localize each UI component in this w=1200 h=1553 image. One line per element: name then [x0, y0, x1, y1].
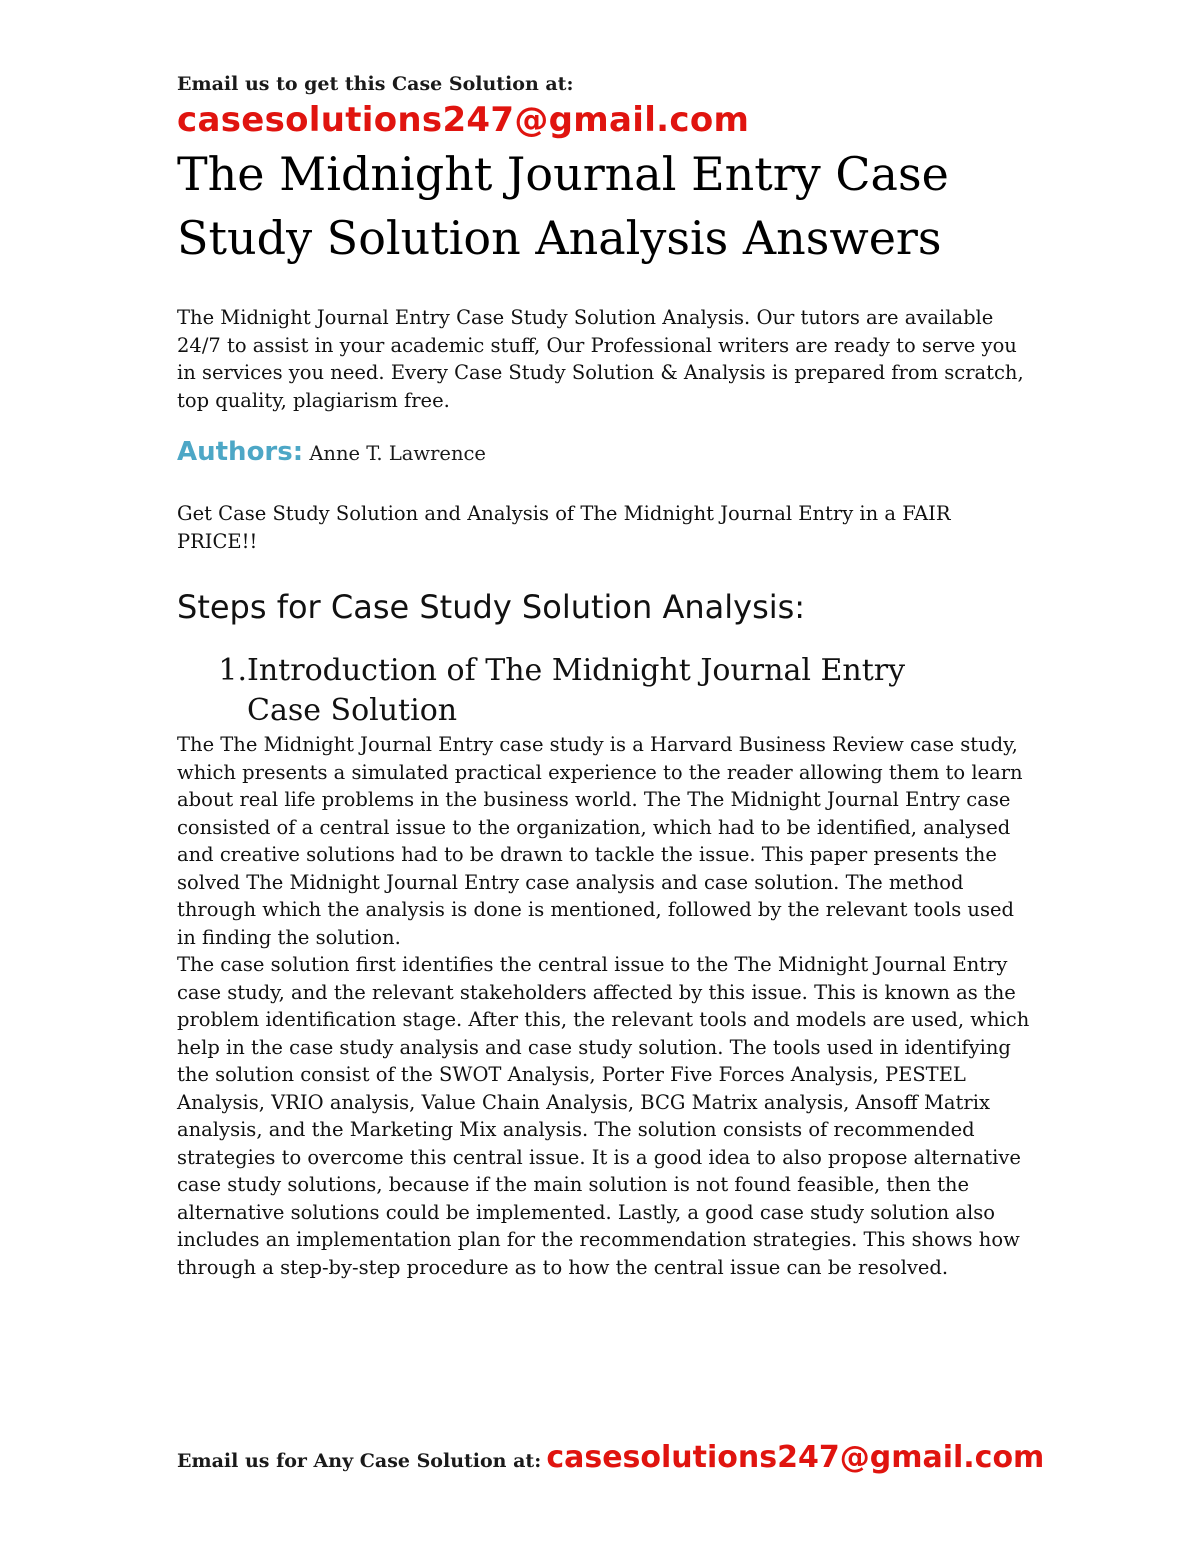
page-content: [177, 70, 1037, 1281]
authors-label: Authors:: [177, 437, 304, 467]
step-title: Introduction of The Midnight Journal Entry Case Solution: [247, 653, 906, 728]
fair-price-paragraph: Get Case Study Solution and Analysis of The Midnight Journal Entry in a FAIR PRICE!!: [177, 502, 951, 553]
step-number: 1.: [218, 653, 247, 688]
body-paragraph: The case solution first identifies the central issue to the The Midnight Journal Entry case study, and the relevant stakeholders affected by this issue. This is known as the problem identification stage. After this, the relevant tools and models are used, which help in the case study analysis and case study solution. The tools used in identifying the solution consist of the SWOT Analysis, Porter Five Forces Analysis, PESTEL Analysis, VRIO analysis, Value Chain Analysis, BCG Matrix analysis, Ansoff Matrix analysis, and the Marketing Mix analysis. The solution consists of recommended strategies to overcome this central issue. It is a good idea to also propose alternative case study solutions, because if the main solution is not found feasible, then the alternative solutions could be implemented. Lastly, a good case study solution also includes an implementation plan for the recommendation strategies. This shows how through a step-by-step procedure as to how the central issue can be resolved.: [177, 953, 1030, 1279]
footer: [177, 1440, 1077, 1475]
page-title: The Midnight Journal Entry Case Study Solution Analysis Answers: [177, 147, 949, 265]
intro-paragraph: The Midnight Journal Entry Case Study Solution Analysis. Our tutors are available 24/7 to assist in your academic stuff, Our Professional writers are ready to serve you in services you need. Every Case Study Solution & Analysis is prepared from scratch, top quality, plagiarism free.: [177, 306, 1024, 412]
step-item: [177, 651, 1037, 731]
steps-heading: Steps for Case Study Solution Analysis:: [177, 588, 806, 626]
footer-email-address: casesolutions247@gmail.com: [546, 1440, 1045, 1475]
step-body: [177, 731, 1037, 1281]
body-paragraph: The The Midnight Journal Entry case study is a Harvard Business Review case study, which presents a simulated practical experience to the reader allowing them to learn about real life problems in the business world. The The Midnight Journal Entry case consisted of a central issue to the organization, which had to be identified, analysed and creative solutions had to be drawn to tackle the issue. This paper presents the solved The Midnight Journal Entry case analysis and case solution. The method through which the analysis is done is mentioned, followed by the relevant tools used in finding the solution.: [177, 733, 1023, 949]
authors-value: Anne T. Lawrence: [309, 442, 486, 465]
authors-line: [177, 436, 1037, 470]
header-email-address: casesolutions247@gmail.com: [177, 100, 750, 140]
footer-email-label: Email us for Any Case Solution at:: [177, 1450, 542, 1472]
header-email-label: Email us to get this Case Solution at:: [177, 73, 574, 95]
